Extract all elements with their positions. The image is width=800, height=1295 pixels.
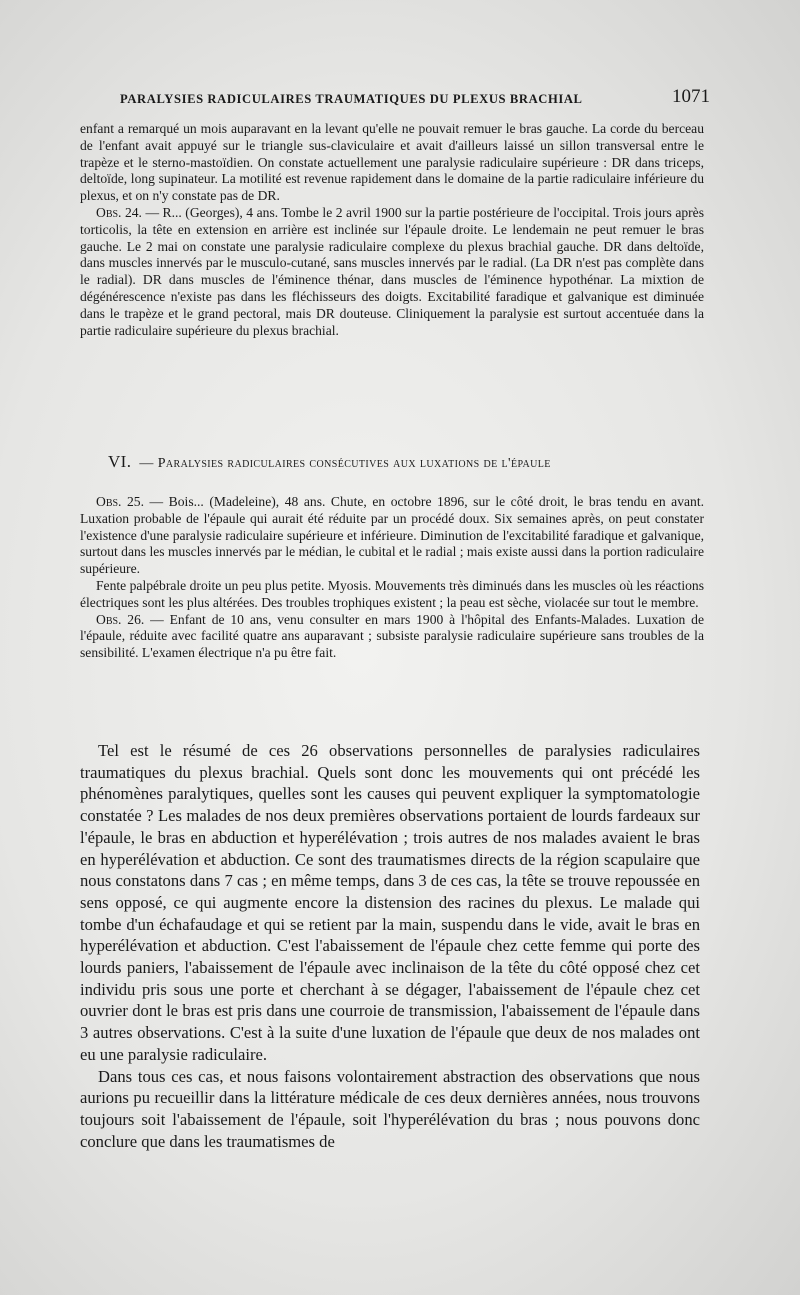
observation-block-top [80, 121, 704, 339]
section-heading [108, 452, 698, 472]
obs-24-label: Obs. 24. [96, 204, 142, 220]
main-paragraph-2: Dans tous ces cas, et nous faisons volontairement abstraction des observations que nous aurions pu recueillir dans la littérature médicale de ces deux dernières années, nous trouvons toujours soit l'abaissement de l'épaule, soit l'hyperélévation du bras ; nous pouvons donc conclure que dans les traumatismes de [80, 1066, 700, 1151]
obs-26-label: Obs. 26. [96, 611, 145, 627]
paragraph-obs-25 [80, 494, 704, 578]
obs-24-text: — R... (Georges), 4 ans. Tombe le 2 avril 1900 sur la partie postérieure de l'occipital. Trois jours après torticolis, la tête en extension en arrière est inclinée sur l'épaule droite. Le lendemain ne peut remuer le bras gauche. Le 2 mai on constate une paralysie radiculaire complexe du plexus brachial gauche. DR dans deltoïde, dans muscles innervés par le musculo-cutané, sans muscles innervés par le radial. (La DR n'est pas complète dans le radial). DR dans muscles de l'éminence thénar, dans muscles de l'éminence hypothénar. La mixtion de dégénérescence n'existe pas dans les fléchisseurs des doigts. Excitabilité faradique et galvanique est diminuée dans le trapèze et le grand pectoral, mais DR douteuse. Cliniquement la paralysie est surtout accentuée dans la partie radiculaire supérieure du plexus brachial. [80, 204, 704, 338]
main-text [80, 740, 700, 1152]
paragraph-obs-25-cont: Fente palpébrale droite un peu plus petite. Myosis. Mouvements très diminués dans les muscles où les réactions électriques sont les plus altérées. Des troubles trophiques existent ; la peau est sèche, violacée sur tout le membre. [80, 577, 704, 610]
running-header [120, 86, 710, 112]
page-number: 1071 [672, 86, 710, 107]
main-paragraph-1: Tel est le résumé de ces 26 observations personnelles de paralysies radiculaires traumatiques du plexus brachial. Quels sont donc les mouvements qui ont précédé les phénomènes paralytiques, quelles sont les causes qui peuvent expliquer la symptomatologie constatée ? Les malades de nos deux premières observations portaient de lourds fardeaux sur l'épaule, le bras en abduction et hyperélévation ; trois autres de nos malades avaient le bras en hyperélévation et abduction. Ce sont des traumatismes directs de la région scapulaire que nous constatons dans 7 cas ; en même temps, dans 3 de ces cas, la tête se trouve repoussée en sens opposé, ce qui augmente encore la distension des racines du plexus. Le malade qui tombe d'un échafaudage et qui se retient par la main, suspendu dans le vide, avait le bras en hyperélévation et abduction. C'est l'abaissement de l'épaule chez cette femme qui porte des lourds paniers, l'abaissement de l'épaule avec inclinaison de la tête du côté opposé chez cet individu pris sous une porte et cherchant à se dégager, l'abaissement de l'épaule chez cet ouvrier dont le bras est pris dans une courroie de transmission, l'abaissement de l'épaule dans 3 autres observations. C'est à la suite d'une luxation de l'épaule que deux de nos malades ont eu une paralysie radiculaire. [80, 741, 700, 1064]
running-title: PARALYSIES RADICULAIRES TRAUMATIQUES DU PLEXUS BRACHIAL [120, 92, 583, 106]
section-number: VI. [108, 452, 132, 471]
observation-block-bottom [80, 494, 704, 662]
section-title: — Paralysies radiculaires consécutives aux luxations de l'épaule [139, 456, 551, 471]
paragraph-obs-26 [80, 612, 704, 662]
obs-25-label: Obs. 25. [96, 494, 144, 509]
obs-26-text: — Enfant de 10 ans, venu consulter en mars 1900 à l'hôpital des Enfants-Malades. Luxation de l'épaule, réduite avec facilité quatre ans auparavant ; subsiste paralysie radiculaire supérieure sans troubles de la sensibilité. L'examen électrique n'a pu être fait. [80, 611, 704, 661]
paragraph-obs-24 [80, 205, 704, 339]
paragraph-case-continuation: enfant a remarqué un mois auparavant en la levant qu'elle ne pouvait remuer le bras gauche. La corde du berceau de l'enfant avait appuyé sur le triangle sus-claviculaire et avait d'ailleurs laissé un sillon transversal entre le trapèze et le sterno-mastoïdien. On constate actuellement une paralysie radiculaire supérieure : DR dans triceps, deltoïde, long supinateur. La motilité est revenue rapidement dans le domaine de la partie radiculaire inférieure du plexus, et on n'y constate pas de DR. [80, 121, 704, 204]
obs-25-text: — Bois... (Madeleine), 48 ans. Chute, en octobre 1896, sur le côté droit, le bras tendu en avant. Luxation probable de l'épaule qui aurait été réduite par un procédé doux. Six semaines après, on peut constater l'existence d'une paralysie radiculaire supérieure et inférieure. Diminution de l'excitabilité faradique et galvanique, surtout dans les muscles innervés par le médian, le cubital et le radial ; mais existe aussi dans la portion radiculaire supérieure. [80, 494, 704, 577]
